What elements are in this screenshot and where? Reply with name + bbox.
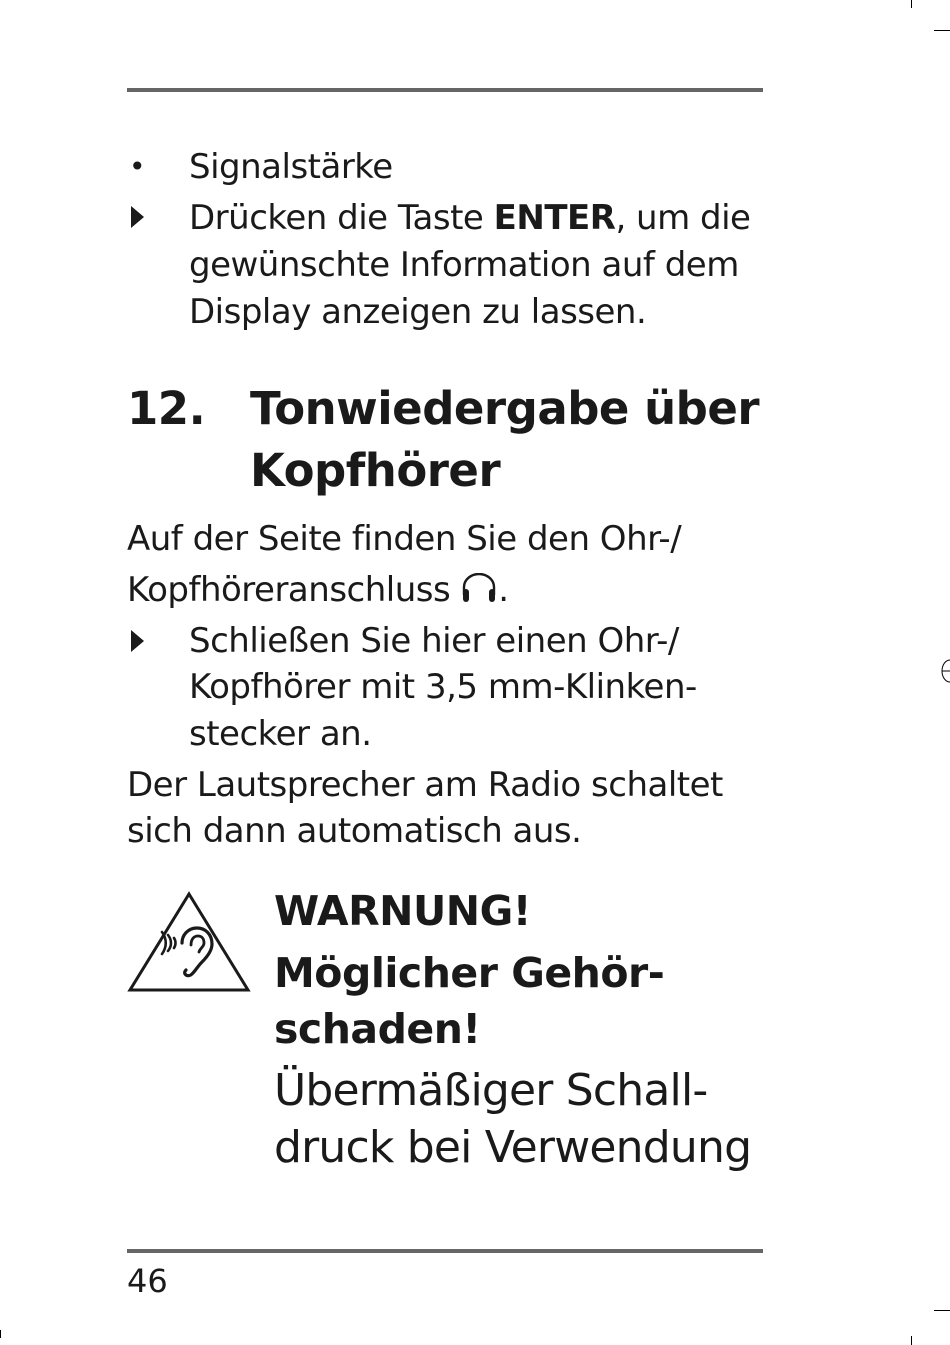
list-item: Signalstärke bbox=[189, 147, 393, 187]
bullet-dot: • bbox=[129, 150, 146, 183]
headphones-icon bbox=[460, 569, 498, 616]
page-number: 46 bbox=[127, 1262, 168, 1300]
warning-text-line: Übermäßiger Schall- bbox=[274, 1065, 708, 1116]
header-rule bbox=[127, 88, 763, 92]
warning-title-line: Möglicher Gehör- bbox=[274, 949, 665, 997]
section-title-line2: Kopfhörer bbox=[250, 444, 501, 497]
crop-mark bbox=[934, 30, 950, 31]
action-arrow-icon bbox=[131, 630, 144, 652]
crop-mark bbox=[911, 0, 912, 8]
action-arrow-icon bbox=[131, 206, 144, 228]
list-item-line: Kopfhörer mit 3,5 mm-Klinken- bbox=[189, 667, 697, 707]
list-item-line: stecker an. bbox=[189, 714, 372, 754]
paragraph-line: Der Lautsprecher am Radio schaltet bbox=[127, 765, 723, 805]
warning-title-line: schaden! bbox=[274, 1005, 481, 1053]
warning-text-line: druck bei Verwendung bbox=[274, 1122, 752, 1173]
paragraph-line: Auf der Seite finden Sie den Ohr-/ bbox=[127, 519, 682, 559]
text-span: , um die gewünschte Information auf dem Display anzeigen zu lassen. bbox=[189, 198, 751, 332]
list-item bbox=[189, 195, 769, 336]
text-span: . bbox=[498, 570, 509, 610]
key-name: ENTER bbox=[493, 198, 616, 238]
footer-rule bbox=[127, 1249, 763, 1253]
crop-mark bbox=[934, 1310, 950, 1311]
paragraph-line bbox=[127, 567, 767, 616]
crop-mark bbox=[0, 1330, 1, 1338]
hearing-damage-warning-icon bbox=[126, 890, 252, 994]
paragraph-line: sich dann automatisch aus. bbox=[127, 811, 582, 851]
registration-mark bbox=[940, 658, 950, 684]
list-item-line: Schließen Sie hier einen Ohr-/ bbox=[189, 621, 679, 661]
text-span: Drücken die Taste bbox=[189, 198, 494, 238]
section-title-line1: Tonwiedergabe über bbox=[250, 382, 760, 435]
warning-label: WARNUNG! bbox=[274, 887, 531, 935]
text-span: Kopfhöreranschluss bbox=[127, 570, 451, 610]
section-number: 12. bbox=[127, 382, 206, 435]
crop-mark bbox=[911, 1336, 912, 1345]
